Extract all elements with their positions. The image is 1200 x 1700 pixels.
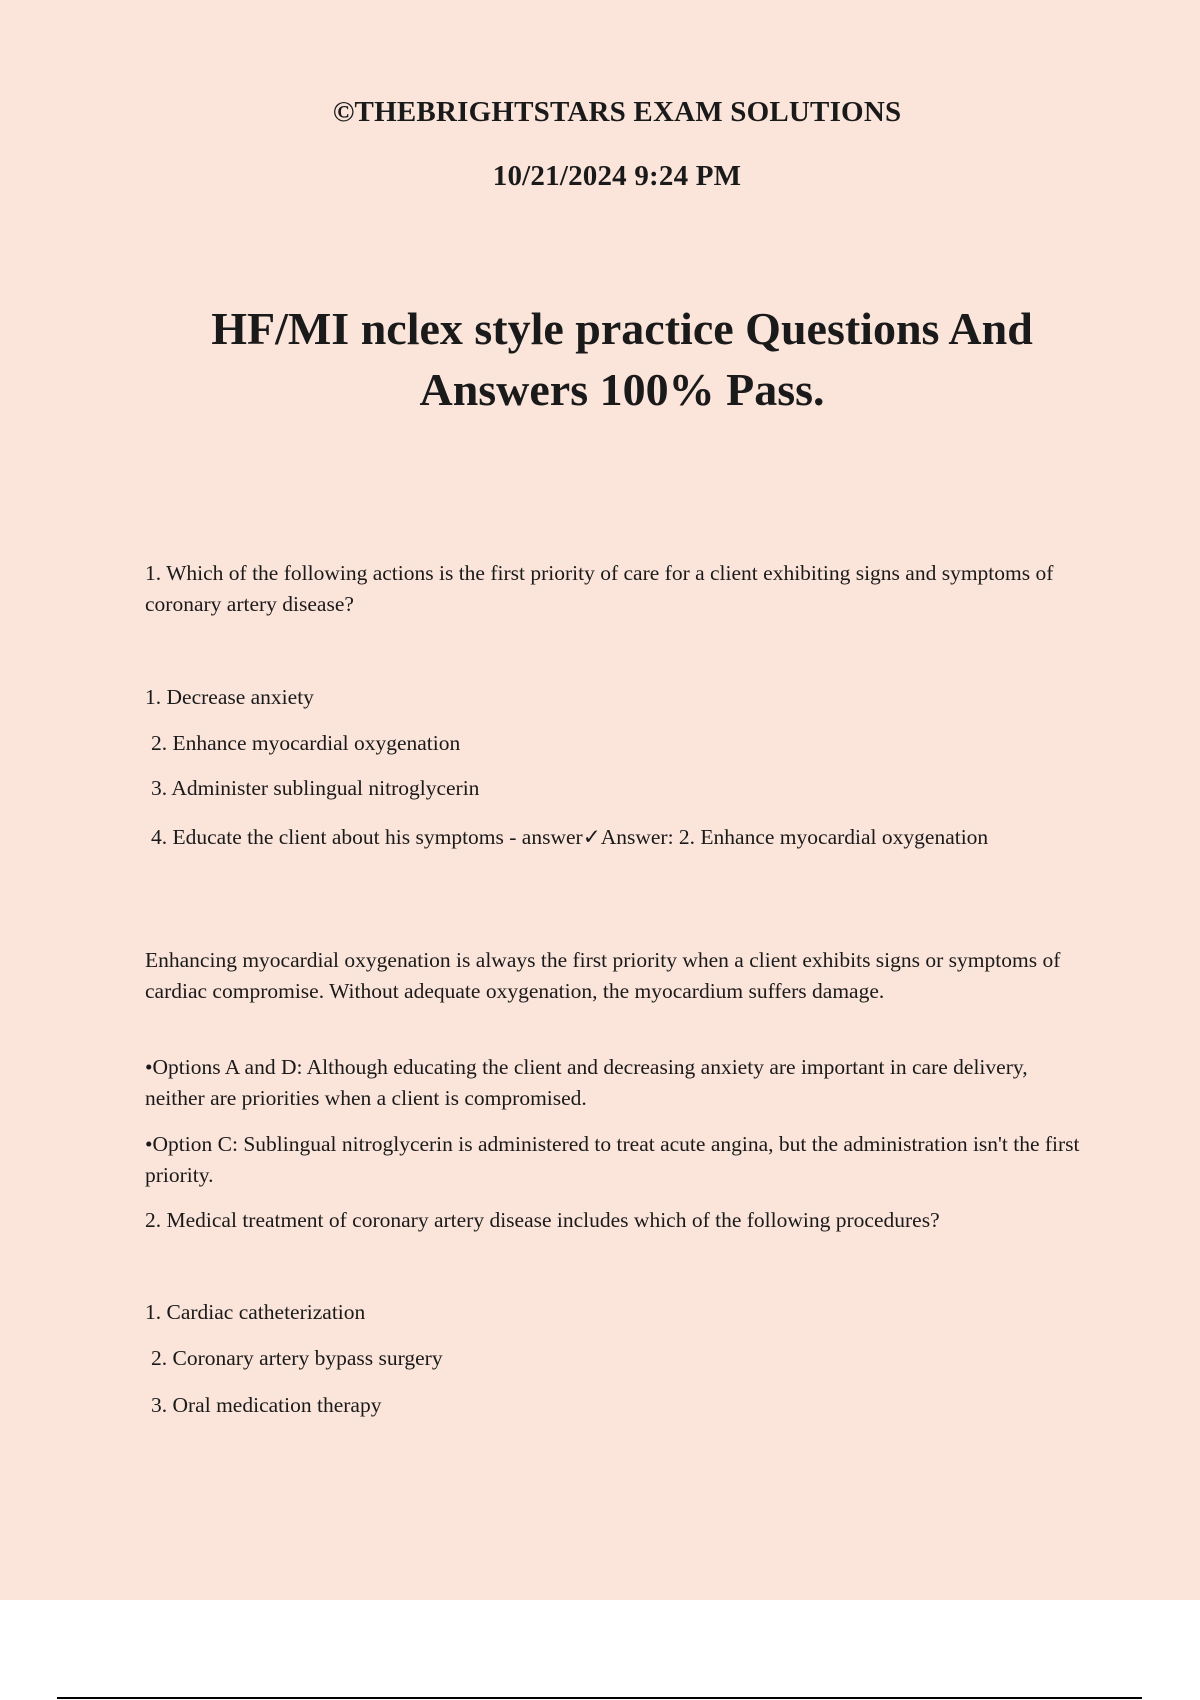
question-2-option-1: 1. Cardiac catheterization (145, 1300, 366, 1324)
question-1-rationale-options-a-d: •Options A and D: Although educating the client and decreasing anxiety are important in care delivery, neither are priorities when a client is compromised. (145, 1055, 1028, 1110)
question-1-option-3: 3. Administer sublingual nitroglycerin (151, 776, 480, 800)
document-title: HF/MI nclex style practice Questions And Answers 100% Pass. (211, 303, 1033, 415)
question-1-option-2: 2. Enhance myocardial oxygenation (151, 731, 461, 755)
question-1-rationale: Enhancing myocardial oxygenation is always the first priority when a client exhibits signs or symptoms of cardiac compromise. Without adequate oxygenation, the myocardium suffers damage. (145, 948, 1061, 1003)
question-1-option-4-answer: 4. Educate the client about his symptoms - answer✓Answer: 2. Enhance myocardial oxygenation (151, 825, 989, 849)
question-1-rationale-option-c: •Option C: Sublingual nitroglycerin is administered to treat acute angina, but the administration isn't the first priority. (145, 1132, 1080, 1187)
header-company: ©THEBRIGHTSTARS EXAM SOLUTIONS (332, 96, 902, 128)
question-2-option-2: 2. Coronary artery bypass surgery (151, 1346, 443, 1370)
question-1-text: 1. Which of the following actions is the first priority of care for a client exhibiting signs and symptoms of coronary artery disease? (145, 561, 1054, 616)
question-1-option-1: 1. Decrease anxiety (145, 685, 314, 709)
footer-divider (57, 1697, 1142, 1699)
question-2-text: 2. Medical treatment of coronary artery disease includes which of the following procedures? (145, 1208, 940, 1232)
header-datetime: 10/21/2024 9:24 PM (492, 160, 742, 192)
question-2-option-3: 3. Oral medication therapy (151, 1393, 382, 1417)
